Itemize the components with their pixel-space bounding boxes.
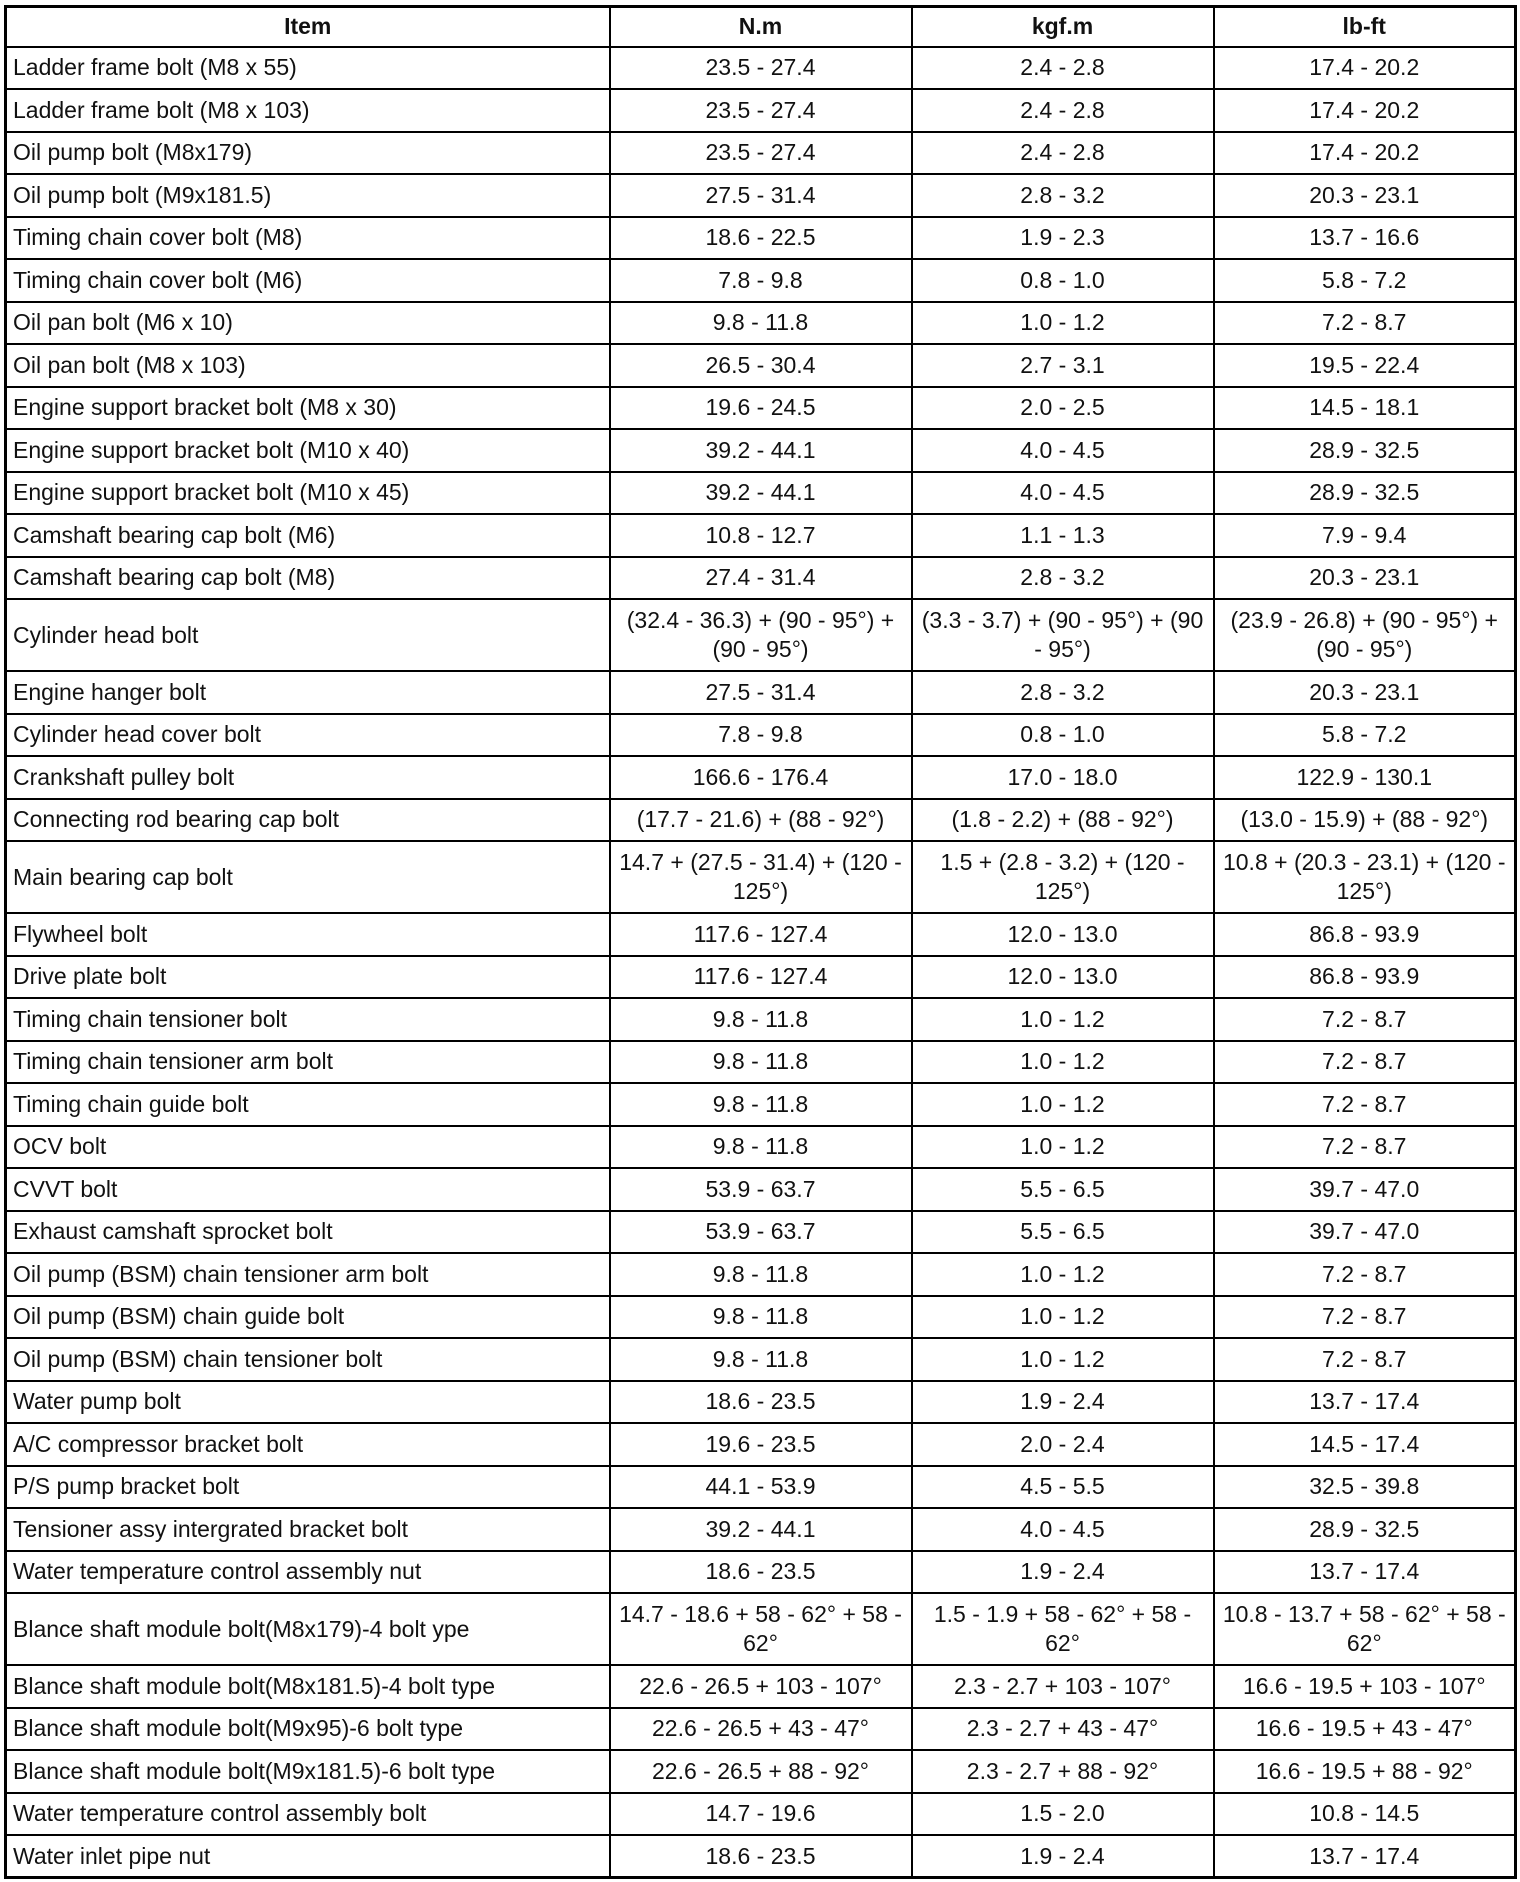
cell-item: Engine support bracket bolt (M8 x 30) (6, 387, 610, 430)
cell-kgfm: 4.0 - 4.5 (912, 472, 1214, 515)
table-row (6, 344, 1516, 387)
cell-nm: 10.8 - 12.7 (610, 514, 912, 557)
cell-kgfm: 5.5 - 6.5 (912, 1211, 1214, 1254)
cell-lbft: 7.2 - 8.7 (1214, 1253, 1516, 1296)
cell-nm: 23.5 - 27.4 (610, 89, 912, 132)
cell-item: Camshaft bearing cap bolt (M6) (6, 514, 610, 557)
table-row (6, 671, 1516, 714)
cell-kgfm: 0.8 - 1.0 (912, 259, 1214, 302)
cell-lbft: (23.9 - 26.8) + (90 - 95°) + (90 - 95°) (1214, 599, 1516, 671)
cell-kgfm: 2.4 - 2.8 (912, 47, 1214, 90)
cell-kgfm: 5.5 - 6.5 (912, 1168, 1214, 1211)
cell-item: OCV bolt (6, 1126, 610, 1169)
cell-nm: 53.9 - 63.7 (610, 1211, 912, 1254)
cell-kgfm: (3.3 - 3.7) + (90 - 95°) + (90 - 95°) (912, 599, 1214, 671)
cell-kgfm: 1.0 - 1.2 (912, 1083, 1214, 1126)
cell-kgfm: 12.0 - 13.0 (912, 913, 1214, 956)
cell-nm: 22.6 - 26.5 + 43 - 47° (610, 1708, 912, 1751)
cell-lbft: 16.6 - 19.5 + 88 - 92° (1214, 1750, 1516, 1793)
cell-item: Ladder frame bolt (M8 x 55) (6, 47, 610, 90)
cell-kgfm: 12.0 - 13.0 (912, 956, 1214, 999)
table-row (6, 1296, 1516, 1339)
cell-lbft: 20.3 - 23.1 (1214, 671, 1516, 714)
cell-item: Cylinder head cover bolt (6, 714, 610, 757)
cell-item: P/S pump bracket bolt (6, 1466, 610, 1509)
cell-nm: 9.8 - 11.8 (610, 1041, 912, 1084)
cell-nm: 9.8 - 11.8 (610, 302, 912, 345)
cell-item: Engine support bracket bolt (M10 x 40) (6, 429, 610, 472)
cell-nm: 166.6 - 176.4 (610, 756, 912, 799)
cell-item: Timing chain tensioner arm bolt (6, 1041, 610, 1084)
cell-kgfm: 1.9 - 2.4 (912, 1551, 1214, 1594)
cell-item: Camshaft bearing cap bolt (M8) (6, 557, 610, 600)
cell-nm: 14.7 - 18.6 + 58 - 62° + 58 - 62° (610, 1593, 912, 1665)
cell-lbft: 13.7 - 17.4 (1214, 1551, 1516, 1594)
cell-item: Timing chain guide bolt (6, 1083, 610, 1126)
cell-kgfm: 2.8 - 3.2 (912, 174, 1214, 217)
table-header-row (6, 7, 1516, 47)
table-row (6, 1083, 1516, 1126)
cell-nm: 22.6 - 26.5 + 88 - 92° (610, 1750, 912, 1793)
cell-item: Timing chain cover bolt (M6) (6, 259, 610, 302)
cell-kgfm: 1.0 - 1.2 (912, 302, 1214, 345)
cell-lbft: 7.2 - 8.7 (1214, 998, 1516, 1041)
cell-item: Connecting rod bearing cap bolt (6, 799, 610, 842)
cell-item: Main bearing cap bolt (6, 841, 610, 913)
cell-lbft: 7.9 - 9.4 (1214, 514, 1516, 557)
cell-nm: 117.6 - 127.4 (610, 956, 912, 999)
cell-item: Engine hanger bolt (6, 671, 610, 714)
cell-kgfm: (1.8 - 2.2) + (88 - 92°) (912, 799, 1214, 842)
cell-kgfm: 2.8 - 3.2 (912, 557, 1214, 600)
cell-nm: 44.1 - 53.9 (610, 1466, 912, 1509)
table-row (6, 302, 1516, 345)
cell-item: Oil pan bolt (M6 x 10) (6, 302, 610, 345)
cell-lbft: 5.8 - 7.2 (1214, 714, 1516, 757)
cell-kgfm: 4.0 - 4.5 (912, 1508, 1214, 1551)
table-row (6, 1338, 1516, 1381)
cell-nm: 27.5 - 31.4 (610, 671, 912, 714)
cell-nm: 18.6 - 23.5 (610, 1551, 912, 1594)
cell-lbft: 39.7 - 47.0 (1214, 1211, 1516, 1254)
cell-lbft: 39.7 - 47.0 (1214, 1168, 1516, 1211)
cell-item: Exhaust camshaft sprocket bolt (6, 1211, 610, 1254)
cell-lbft: 28.9 - 32.5 (1214, 472, 1516, 515)
table-row (6, 1126, 1516, 1169)
table-row (6, 1593, 1516, 1665)
cell-item: Water inlet pipe nut (6, 1835, 610, 1878)
cell-item: Blance shaft module bolt(M8x179)-4 bolt ype (6, 1593, 610, 1665)
table-row (6, 1551, 1516, 1594)
table-row (6, 47, 1516, 90)
column-header-nm: N.m (610, 7, 912, 47)
table-row (6, 714, 1516, 757)
cell-lbft: 13.7 - 17.4 (1214, 1835, 1516, 1878)
cell-lbft: 17.4 - 20.2 (1214, 132, 1516, 175)
table-row (6, 1793, 1516, 1836)
column-header-item: Item (6, 7, 610, 47)
cell-lbft: 16.6 - 19.5 + 103 - 107° (1214, 1665, 1516, 1708)
cell-nm: 27.5 - 31.4 (610, 174, 912, 217)
cell-lbft: 32.5 - 39.8 (1214, 1466, 1516, 1509)
cell-lbft: 20.3 - 23.1 (1214, 557, 1516, 600)
cell-kgfm: 1.9 - 2.3 (912, 217, 1214, 260)
cell-lbft: 86.8 - 93.9 (1214, 956, 1516, 999)
table-row (6, 89, 1516, 132)
cell-lbft: 13.7 - 16.6 (1214, 217, 1516, 260)
cell-item: Water pump bolt (6, 1381, 610, 1424)
cell-lbft: 13.7 - 17.4 (1214, 1381, 1516, 1424)
cell-nm: 9.8 - 11.8 (610, 1296, 912, 1339)
cell-kgfm: 1.0 - 1.2 (912, 1041, 1214, 1084)
table-row (6, 1750, 1516, 1793)
cell-lbft: 14.5 - 18.1 (1214, 387, 1516, 430)
table-row (6, 956, 1516, 999)
cell-kgfm: 4.0 - 4.5 (912, 429, 1214, 472)
cell-item: Cylinder head bolt (6, 599, 610, 671)
table-body (6, 47, 1516, 1878)
table-row (6, 913, 1516, 956)
table-row (6, 259, 1516, 302)
cell-lbft: 7.2 - 8.7 (1214, 1338, 1516, 1381)
table-row (6, 1381, 1516, 1424)
cell-kgfm: 1.0 - 1.2 (912, 1253, 1214, 1296)
cell-lbft: 14.5 - 17.4 (1214, 1423, 1516, 1466)
cell-item: Blance shaft module bolt(M9x181.5)-6 bolt type (6, 1750, 610, 1793)
table-row (6, 998, 1516, 1041)
cell-kgfm: 2.7 - 3.1 (912, 344, 1214, 387)
cell-nm: 23.5 - 27.4 (610, 132, 912, 175)
cell-nm: 22.6 - 26.5 + 103 - 107° (610, 1665, 912, 1708)
table-row (6, 132, 1516, 175)
cell-item: Timing chain cover bolt (M8) (6, 217, 610, 260)
cell-nm: 9.8 - 11.8 (610, 1083, 912, 1126)
cell-kgfm: 1.0 - 1.2 (912, 998, 1214, 1041)
torque-specification-table (4, 5, 1517, 1879)
cell-kgfm: 1.5 - 1.9 + 58 - 62° + 58 - 62° (912, 1593, 1214, 1665)
cell-lbft: 86.8 - 93.9 (1214, 913, 1516, 956)
cell-item: Oil pump bolt (M8x179) (6, 132, 610, 175)
table-row (6, 514, 1516, 557)
table-row (6, 217, 1516, 260)
cell-kgfm: 2.3 - 2.7 + 43 - 47° (912, 1708, 1214, 1751)
cell-lbft: 10.8 + (20.3 - 23.1) + (120 - 125°) (1214, 841, 1516, 913)
cell-kgfm: 17.0 - 18.0 (912, 756, 1214, 799)
cell-lbft: 7.2 - 8.7 (1214, 1041, 1516, 1084)
cell-lbft: 16.6 - 19.5 + 43 - 47° (1214, 1708, 1516, 1751)
cell-item: Oil pump (BSM) chain guide bolt (6, 1296, 610, 1339)
cell-kgfm: 2.3 - 2.7 + 88 - 92° (912, 1750, 1214, 1793)
cell-lbft: 17.4 - 20.2 (1214, 89, 1516, 132)
cell-nm: 39.2 - 44.1 (610, 472, 912, 515)
cell-item: CVVT bolt (6, 1168, 610, 1211)
cell-nm: 27.4 - 31.4 (610, 557, 912, 600)
cell-item: Oil pump bolt (M9x181.5) (6, 174, 610, 217)
cell-item: Oil pump (BSM) chain tensioner bolt (6, 1338, 610, 1381)
table-row (6, 1253, 1516, 1296)
cell-kgfm: 1.1 - 1.3 (912, 514, 1214, 557)
cell-lbft: 28.9 - 32.5 (1214, 429, 1516, 472)
cell-nm: 19.6 - 23.5 (610, 1423, 912, 1466)
cell-kgfm: 2.0 - 2.5 (912, 387, 1214, 430)
cell-item: Water temperature control assembly bolt (6, 1793, 610, 1836)
cell-item: Water temperature control assembly nut (6, 1551, 610, 1594)
cell-lbft: 10.8 - 13.7 + 58 - 62° + 58 - 62° (1214, 1593, 1516, 1665)
cell-kgfm: 1.0 - 1.2 (912, 1338, 1214, 1381)
cell-lbft: 7.2 - 8.7 (1214, 1296, 1516, 1339)
cell-nm: 9.8 - 11.8 (610, 1126, 912, 1169)
cell-kgfm: 0.8 - 1.0 (912, 714, 1214, 757)
cell-nm: 39.2 - 44.1 (610, 1508, 912, 1551)
cell-nm: 18.6 - 22.5 (610, 217, 912, 260)
cell-kgfm: 1.0 - 1.2 (912, 1296, 1214, 1339)
cell-nm: 117.6 - 127.4 (610, 913, 912, 956)
table-row (6, 1211, 1516, 1254)
cell-nm: 19.6 - 24.5 (610, 387, 912, 430)
cell-nm: (17.7 - 21.6) + (88 - 92°) (610, 799, 912, 842)
cell-item: A/C compressor bracket bolt (6, 1423, 610, 1466)
cell-nm: 39.2 - 44.1 (610, 429, 912, 472)
cell-kgfm: 2.8 - 3.2 (912, 671, 1214, 714)
cell-item: Blance shaft module bolt(M8x181.5)-4 bolt type (6, 1665, 610, 1708)
table-row (6, 599, 1516, 671)
cell-kgfm: 4.5 - 5.5 (912, 1466, 1214, 1509)
cell-lbft: 20.3 - 23.1 (1214, 174, 1516, 217)
cell-nm: 7.8 - 9.8 (610, 259, 912, 302)
cell-nm: 14.7 + (27.5 - 31.4) + (120 - 125°) (610, 841, 912, 913)
cell-kgfm: 2.3 - 2.7 + 103 - 107° (912, 1665, 1214, 1708)
cell-item: Crankshaft pulley bolt (6, 756, 610, 799)
cell-item: Timing chain tensioner bolt (6, 998, 610, 1041)
cell-lbft: 122.9 - 130.1 (1214, 756, 1516, 799)
cell-item: Oil pan bolt (M8 x 103) (6, 344, 610, 387)
cell-lbft: 28.9 - 32.5 (1214, 1508, 1516, 1551)
cell-lbft: 19.5 - 22.4 (1214, 344, 1516, 387)
cell-nm: 9.8 - 11.8 (610, 998, 912, 1041)
cell-nm: 14.7 - 19.6 (610, 1793, 912, 1836)
table-row (6, 1466, 1516, 1509)
table-row (6, 1665, 1516, 1708)
cell-nm: 7.8 - 9.8 (610, 714, 912, 757)
cell-kgfm: 1.5 - 2.0 (912, 1793, 1214, 1836)
cell-kgfm: 2.0 - 2.4 (912, 1423, 1214, 1466)
table-row (6, 1708, 1516, 1751)
cell-item: Blance shaft module bolt(M9x95)-6 bolt type (6, 1708, 610, 1751)
cell-lbft: 7.2 - 8.7 (1214, 1083, 1516, 1126)
cell-lbft: 10.8 - 14.5 (1214, 1793, 1516, 1836)
table-row (6, 472, 1516, 515)
cell-item: Drive plate bolt (6, 956, 610, 999)
cell-kgfm: 1.9 - 2.4 (912, 1381, 1214, 1424)
table-row (6, 1835, 1516, 1878)
cell-lbft: 7.2 - 8.7 (1214, 1126, 1516, 1169)
table-row (6, 1041, 1516, 1084)
table-row (6, 557, 1516, 600)
column-header-lbft: lb-ft (1214, 7, 1516, 47)
table-row (6, 841, 1516, 913)
column-header-kgfm: kgf.m (912, 7, 1214, 47)
cell-kgfm: 2.4 - 2.8 (912, 89, 1214, 132)
table-row (6, 387, 1516, 430)
cell-lbft: (13.0 - 15.9) + (88 - 92°) (1214, 799, 1516, 842)
table-row (6, 1168, 1516, 1211)
cell-item: Tensioner assy intergrated bracket bolt (6, 1508, 610, 1551)
cell-nm: 9.8 - 11.8 (610, 1253, 912, 1296)
cell-nm: (32.4 - 36.3) + (90 - 95°) + (90 - 95°) (610, 599, 912, 671)
cell-nm: 9.8 - 11.8 (610, 1338, 912, 1381)
cell-kgfm: 1.5 + (2.8 - 3.2) + (120 - 125°) (912, 841, 1214, 913)
cell-nm: 23.5 - 27.4 (610, 47, 912, 90)
cell-lbft: 7.2 - 8.7 (1214, 302, 1516, 345)
table-row (6, 429, 1516, 472)
table-row (6, 756, 1516, 799)
cell-nm: 18.6 - 23.5 (610, 1381, 912, 1424)
cell-item: Flywheel bolt (6, 913, 610, 956)
table-row (6, 799, 1516, 842)
table-row (6, 1423, 1516, 1466)
cell-item: Oil pump (BSM) chain tensioner arm bolt (6, 1253, 610, 1296)
cell-lbft: 5.8 - 7.2 (1214, 259, 1516, 302)
cell-item: Engine support bracket bolt (M10 x 45) (6, 472, 610, 515)
table-row (6, 174, 1516, 217)
cell-kgfm: 1.9 - 2.4 (912, 1835, 1214, 1878)
cell-kgfm: 1.0 - 1.2 (912, 1126, 1214, 1169)
cell-item: Ladder frame bolt (M8 x 103) (6, 89, 610, 132)
cell-nm: 53.9 - 63.7 (610, 1168, 912, 1211)
cell-kgfm: 2.4 - 2.8 (912, 132, 1214, 175)
cell-nm: 26.5 - 30.4 (610, 344, 912, 387)
cell-nm: 18.6 - 23.5 (610, 1835, 912, 1878)
table-row (6, 1508, 1516, 1551)
cell-lbft: 17.4 - 20.2 (1214, 47, 1516, 90)
